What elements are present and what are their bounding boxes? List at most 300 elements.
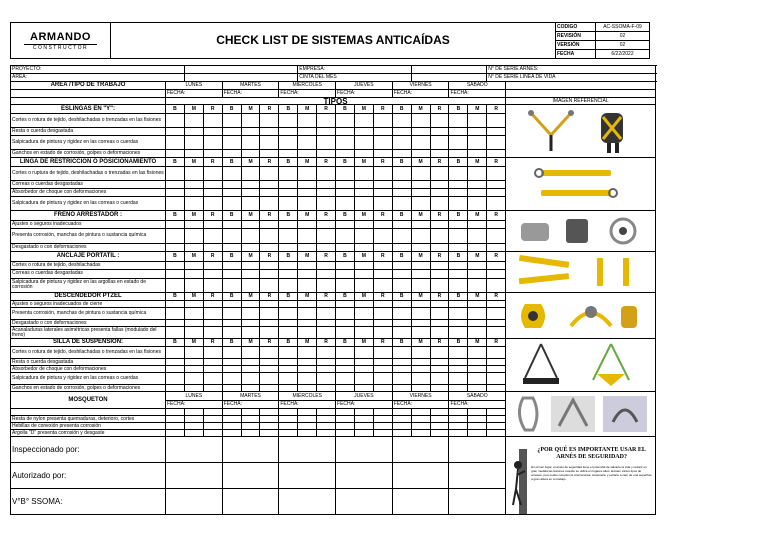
check-cell[interactable]	[354, 220, 373, 228]
signature-cell[interactable]	[336, 437, 393, 463]
check-cell[interactable]	[203, 327, 222, 339]
check-cell[interactable]	[166, 229, 185, 243]
check-cell[interactable]	[468, 347, 487, 359]
check-cell[interactable]	[279, 278, 298, 292]
check-cell[interactable]	[373, 136, 392, 150]
check-cell[interactable]	[279, 430, 298, 437]
check-cell[interactable]	[222, 327, 241, 339]
check-cell[interactable]	[411, 301, 430, 308]
check-cell[interactable]	[184, 220, 203, 228]
check-cell[interactable]	[184, 189, 203, 197]
check-cell[interactable]	[487, 373, 506, 385]
check-cell[interactable]	[279, 167, 298, 181]
check-cell[interactable]	[411, 430, 430, 437]
check-cell[interactable]	[241, 423, 260, 430]
check-cell[interactable]	[241, 308, 260, 320]
check-cell[interactable]	[241, 270, 260, 278]
company-value[interactable]	[411, 66, 487, 74]
check-cell[interactable]	[241, 278, 260, 292]
check-cell[interactable]	[354, 197, 373, 211]
check-cell[interactable]	[203, 220, 222, 228]
check-cell[interactable]	[411, 181, 430, 189]
check-cell[interactable]	[468, 136, 487, 150]
check-cell[interactable]	[279, 359, 298, 366]
check-cell[interactable]	[449, 189, 468, 197]
check-cell[interactable]	[449, 167, 468, 181]
check-cell[interactable]	[449, 409, 468, 416]
check-cell[interactable]	[373, 366, 392, 373]
check-cell[interactable]	[241, 243, 260, 251]
check-cell[interactable]	[166, 261, 185, 269]
check-cell[interactable]	[449, 128, 468, 136]
check-cell[interactable]	[430, 301, 449, 308]
check-cell[interactable]	[260, 423, 279, 430]
check-cell[interactable]	[298, 261, 317, 269]
check-cell[interactable]	[392, 189, 411, 197]
check-cell[interactable]	[392, 347, 411, 359]
check-cell[interactable]	[279, 347, 298, 359]
check-cell[interactable]	[487, 181, 506, 189]
check-cell[interactable]	[468, 423, 487, 430]
check-cell[interactable]	[336, 385, 355, 392]
check-cell[interactable]	[411, 320, 430, 327]
check-cell[interactable]	[468, 197, 487, 211]
check-cell[interactable]	[449, 197, 468, 211]
signature-cell[interactable]	[449, 437, 506, 463]
check-cell[interactable]	[487, 270, 506, 278]
check-cell[interactable]	[468, 409, 487, 416]
check-cell[interactable]	[298, 373, 317, 385]
signature-cell[interactable]	[166, 437, 223, 463]
check-cell[interactable]	[373, 301, 392, 308]
check-cell[interactable]	[430, 189, 449, 197]
check-cell[interactable]	[430, 347, 449, 359]
check-cell[interactable]	[449, 114, 468, 128]
check-cell[interactable]	[298, 327, 317, 339]
check-cell[interactable]	[317, 270, 336, 278]
check-cell[interactable]	[317, 423, 336, 430]
check-cell[interactable]	[487, 128, 506, 136]
check-cell[interactable]	[279, 320, 298, 327]
check-cell[interactable]	[411, 278, 430, 292]
check-cell[interactable]	[241, 347, 260, 359]
check-cell[interactable]	[317, 167, 336, 181]
check-cell[interactable]	[166, 320, 185, 327]
check-cell[interactable]	[298, 416, 317, 423]
check-cell[interactable]	[279, 181, 298, 189]
check-cell[interactable]	[336, 301, 355, 308]
check-cell[interactable]	[222, 423, 241, 430]
check-cell[interactable]	[354, 409, 373, 416]
month-tape-value[interactable]	[411, 74, 487, 82]
check-cell[interactable]	[222, 385, 241, 392]
check-cell[interactable]	[354, 128, 373, 136]
check-cell[interactable]	[298, 278, 317, 292]
check-cell[interactable]	[317, 189, 336, 197]
check-cell[interactable]	[354, 327, 373, 339]
check-cell[interactable]	[354, 347, 373, 359]
check-cell[interactable]	[430, 270, 449, 278]
check-cell[interactable]	[449, 373, 468, 385]
check-cell[interactable]	[184, 308, 203, 320]
check-cell[interactable]	[487, 197, 506, 211]
check-cell[interactable]	[203, 347, 222, 359]
check-cell[interactable]	[298, 229, 317, 243]
check-cell[interactable]	[222, 430, 241, 437]
check-cell[interactable]	[449, 261, 468, 269]
check-cell[interactable]	[487, 366, 506, 373]
check-cell[interactable]	[184, 149, 203, 157]
check-cell[interactable]	[184, 373, 203, 385]
check-cell[interactable]	[298, 320, 317, 327]
check-cell[interactable]	[373, 278, 392, 292]
check-cell[interactable]	[392, 409, 411, 416]
check-cell[interactable]	[260, 167, 279, 181]
check-cell[interactable]	[184, 229, 203, 243]
check-cell[interactable]	[279, 261, 298, 269]
check-cell[interactable]	[373, 243, 392, 251]
check-cell[interactable]	[373, 409, 392, 416]
check-cell[interactable]	[392, 114, 411, 128]
check-cell[interactable]	[279, 189, 298, 197]
check-cell[interactable]	[430, 149, 449, 157]
signature-cell[interactable]	[449, 489, 506, 515]
check-cell[interactable]	[166, 181, 185, 189]
check-cell[interactable]	[298, 308, 317, 320]
check-cell[interactable]	[373, 229, 392, 243]
check-cell[interactable]	[392, 270, 411, 278]
check-cell[interactable]	[203, 181, 222, 189]
check-cell[interactable]	[468, 167, 487, 181]
check-cell[interactable]	[336, 243, 355, 251]
check-cell[interactable]	[373, 359, 392, 366]
check-cell[interactable]	[373, 149, 392, 157]
check-cell[interactable]	[222, 278, 241, 292]
check-cell[interactable]	[430, 359, 449, 366]
check-cell[interactable]	[222, 366, 241, 373]
check-cell[interactable]	[430, 278, 449, 292]
check-cell[interactable]	[260, 409, 279, 416]
check-cell[interactable]	[336, 359, 355, 366]
check-cell[interactable]	[449, 149, 468, 157]
check-cell[interactable]	[222, 167, 241, 181]
check-cell[interactable]	[354, 149, 373, 157]
check-cell[interactable]	[203, 167, 222, 181]
signature-cell[interactable]	[222, 437, 279, 463]
check-cell[interactable]	[203, 149, 222, 157]
check-cell[interactable]	[317, 243, 336, 251]
check-cell[interactable]	[392, 128, 411, 136]
check-cell[interactable]	[449, 243, 468, 251]
signature-cell[interactable]	[392, 489, 449, 515]
check-cell[interactable]	[468, 189, 487, 197]
check-cell[interactable]	[298, 359, 317, 366]
check-cell[interactable]	[354, 430, 373, 437]
check-cell[interactable]	[468, 220, 487, 228]
check-cell[interactable]	[222, 301, 241, 308]
check-cell[interactable]	[298, 128, 317, 136]
check-cell[interactable]	[184, 270, 203, 278]
check-cell[interactable]	[430, 167, 449, 181]
check-cell[interactable]	[317, 347, 336, 359]
check-cell[interactable]	[468, 128, 487, 136]
check-cell[interactable]	[260, 308, 279, 320]
check-cell[interactable]	[336, 430, 355, 437]
check-cell[interactable]	[184, 167, 203, 181]
check-cell[interactable]	[260, 136, 279, 150]
check-cell[interactable]	[166, 167, 185, 181]
check-cell[interactable]	[203, 229, 222, 243]
check-cell[interactable]	[411, 308, 430, 320]
check-cell[interactable]	[373, 114, 392, 128]
check-cell[interactable]	[468, 320, 487, 327]
check-cell[interactable]	[298, 409, 317, 416]
check-cell[interactable]	[317, 229, 336, 243]
check-cell[interactable]	[298, 189, 317, 197]
check-cell[interactable]	[392, 359, 411, 366]
check-cell[interactable]	[222, 359, 241, 366]
check-cell[interactable]	[317, 114, 336, 128]
check-cell[interactable]	[354, 181, 373, 189]
check-cell[interactable]	[279, 301, 298, 308]
check-cell[interactable]	[373, 320, 392, 327]
check-cell[interactable]	[260, 243, 279, 251]
check-cell[interactable]	[336, 220, 355, 228]
check-cell[interactable]	[298, 181, 317, 189]
check-cell[interactable]	[336, 366, 355, 373]
check-cell[interactable]	[222, 189, 241, 197]
check-cell[interactable]	[487, 229, 506, 243]
check-cell[interactable]	[260, 385, 279, 392]
check-cell[interactable]	[411, 167, 430, 181]
check-cell[interactable]	[317, 181, 336, 189]
check-cell[interactable]	[241, 197, 260, 211]
check-cell[interactable]	[260, 366, 279, 373]
check-cell[interactable]	[184, 430, 203, 437]
check-cell[interactable]	[430, 229, 449, 243]
check-cell[interactable]	[411, 409, 430, 416]
project-value[interactable]	[184, 66, 297, 74]
check-cell[interactable]	[373, 197, 392, 211]
check-cell[interactable]	[430, 243, 449, 251]
check-cell[interactable]	[411, 261, 430, 269]
check-cell[interactable]	[203, 278, 222, 292]
check-cell[interactable]	[298, 243, 317, 251]
check-cell[interactable]	[317, 385, 336, 392]
check-cell[interactable]	[279, 409, 298, 416]
check-cell[interactable]	[487, 423, 506, 430]
check-cell[interactable]	[260, 114, 279, 128]
check-cell[interactable]	[449, 430, 468, 437]
check-cell[interactable]	[317, 149, 336, 157]
check-cell[interactable]	[411, 149, 430, 157]
check-cell[interactable]	[354, 423, 373, 430]
check-cell[interactable]	[468, 261, 487, 269]
check-cell[interactable]	[317, 136, 336, 150]
check-cell[interactable]	[468, 359, 487, 366]
check-cell[interactable]	[241, 167, 260, 181]
check-cell[interactable]	[203, 320, 222, 327]
check-cell[interactable]	[166, 366, 185, 373]
signature-cell[interactable]	[279, 463, 336, 489]
check-cell[interactable]	[222, 197, 241, 211]
check-cell[interactable]	[184, 261, 203, 269]
check-cell[interactable]	[260, 181, 279, 189]
check-cell[interactable]	[336, 229, 355, 243]
check-cell[interactable]	[449, 278, 468, 292]
check-cell[interactable]	[222, 308, 241, 320]
check-cell[interactable]	[203, 197, 222, 211]
check-cell[interactable]	[373, 181, 392, 189]
check-cell[interactable]	[392, 416, 411, 423]
check-cell[interactable]	[411, 423, 430, 430]
check-cell[interactable]	[354, 416, 373, 423]
check-cell[interactable]	[166, 220, 185, 228]
check-cell[interactable]	[203, 409, 222, 416]
check-cell[interactable]	[354, 301, 373, 308]
check-cell[interactable]	[411, 385, 430, 392]
check-cell[interactable]	[279, 423, 298, 430]
check-cell[interactable]	[260, 189, 279, 197]
signature-cell[interactable]	[449, 463, 506, 489]
check-cell[interactable]	[166, 136, 185, 150]
check-cell[interactable]	[336, 373, 355, 385]
check-cell[interactable]	[203, 430, 222, 437]
check-cell[interactable]	[222, 136, 241, 150]
check-cell[interactable]	[279, 366, 298, 373]
check-cell[interactable]	[298, 430, 317, 437]
signature-cell[interactable]	[392, 437, 449, 463]
check-cell[interactable]	[373, 261, 392, 269]
check-cell[interactable]	[411, 270, 430, 278]
check-cell[interactable]	[166, 430, 185, 437]
check-cell[interactable]	[241, 320, 260, 327]
check-cell[interactable]	[222, 270, 241, 278]
check-cell[interactable]	[354, 167, 373, 181]
check-cell[interactable]	[487, 327, 506, 339]
check-cell[interactable]	[468, 416, 487, 423]
check-cell[interactable]	[241, 149, 260, 157]
check-cell[interactable]	[298, 270, 317, 278]
check-cell[interactable]	[411, 220, 430, 228]
check-cell[interactable]	[260, 347, 279, 359]
check-cell[interactable]	[166, 416, 185, 423]
check-cell[interactable]	[260, 320, 279, 327]
check-cell[interactable]	[354, 373, 373, 385]
check-cell[interactable]	[317, 220, 336, 228]
check-cell[interactable]	[411, 189, 430, 197]
check-cell[interactable]	[430, 181, 449, 189]
check-cell[interactable]	[260, 373, 279, 385]
check-cell[interactable]	[430, 385, 449, 392]
check-cell[interactable]	[449, 229, 468, 243]
check-cell[interactable]	[184, 359, 203, 366]
check-cell[interactable]	[430, 320, 449, 327]
check-cell[interactable]	[373, 308, 392, 320]
check-cell[interactable]	[449, 366, 468, 373]
check-cell[interactable]	[222, 220, 241, 228]
check-cell[interactable]	[222, 373, 241, 385]
signature-cell[interactable]	[336, 489, 393, 515]
check-cell[interactable]	[184, 114, 203, 128]
check-cell[interactable]	[241, 359, 260, 366]
check-cell[interactable]	[241, 181, 260, 189]
check-cell[interactable]	[222, 320, 241, 327]
check-cell[interactable]	[241, 366, 260, 373]
check-cell[interactable]	[336, 347, 355, 359]
check-cell[interactable]	[392, 149, 411, 157]
check-cell[interactable]	[241, 229, 260, 243]
check-cell[interactable]	[449, 181, 468, 189]
check-cell[interactable]	[336, 128, 355, 136]
check-cell[interactable]	[317, 308, 336, 320]
check-cell[interactable]	[317, 320, 336, 327]
check-cell[interactable]	[411, 197, 430, 211]
check-cell[interactable]	[241, 128, 260, 136]
check-cell[interactable]	[184, 366, 203, 373]
check-cell[interactable]	[430, 423, 449, 430]
check-cell[interactable]	[487, 385, 506, 392]
check-cell[interactable]	[449, 301, 468, 308]
signature-cell[interactable]	[279, 437, 336, 463]
check-cell[interactable]	[166, 278, 185, 292]
check-cell[interactable]	[487, 189, 506, 197]
check-cell[interactable]	[298, 149, 317, 157]
check-cell[interactable]	[336, 416, 355, 423]
check-cell[interactable]	[373, 385, 392, 392]
check-cell[interactable]	[317, 416, 336, 423]
check-cell[interactable]	[354, 308, 373, 320]
check-cell[interactable]	[487, 320, 506, 327]
check-cell[interactable]	[354, 270, 373, 278]
check-cell[interactable]	[354, 229, 373, 243]
check-cell[interactable]	[354, 366, 373, 373]
check-cell[interactable]	[487, 136, 506, 150]
check-cell[interactable]	[279, 416, 298, 423]
check-cell[interactable]	[336, 261, 355, 269]
check-cell[interactable]	[279, 136, 298, 150]
check-cell[interactable]	[241, 301, 260, 308]
check-cell[interactable]	[392, 385, 411, 392]
check-cell[interactable]	[468, 278, 487, 292]
check-cell[interactable]	[336, 423, 355, 430]
check-cell[interactable]	[411, 366, 430, 373]
check-cell[interactable]	[317, 373, 336, 385]
check-cell[interactable]	[430, 409, 449, 416]
check-cell[interactable]	[166, 189, 185, 197]
check-cell[interactable]	[373, 416, 392, 423]
check-cell[interactable]	[354, 136, 373, 150]
check-cell[interactable]	[184, 347, 203, 359]
check-cell[interactable]	[411, 327, 430, 339]
check-cell[interactable]	[184, 385, 203, 392]
check-cell[interactable]	[298, 136, 317, 150]
check-cell[interactable]	[279, 220, 298, 228]
check-cell[interactable]	[411, 359, 430, 366]
check-cell[interactable]	[222, 149, 241, 157]
check-cell[interactable]	[241, 220, 260, 228]
check-cell[interactable]	[279, 114, 298, 128]
signature-cell[interactable]	[279, 489, 336, 515]
check-cell[interactable]	[468, 430, 487, 437]
check-cell[interactable]	[298, 220, 317, 228]
check-cell[interactable]	[241, 416, 260, 423]
check-cell[interactable]	[166, 373, 185, 385]
check-cell[interactable]	[392, 423, 411, 430]
check-cell[interactable]	[392, 373, 411, 385]
check-cell[interactable]	[184, 423, 203, 430]
check-cell[interactable]	[260, 229, 279, 243]
